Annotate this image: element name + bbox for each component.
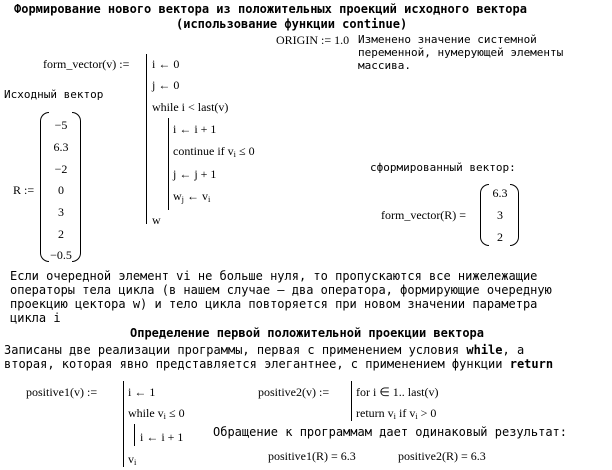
source-vector-label: Исходный вектор (4, 88, 104, 101)
positive1-init[interactable]: i ← 1 (128, 385, 156, 399)
positive2-definition[interactable]: positive2(v) := (258, 385, 330, 399)
positive1-return[interactable]: $v_i$ (128, 452, 137, 467)
program-bar-outer (146, 54, 147, 224)
positive2-result[interactable]: positive2(R) = 6.3 (398, 449, 486, 463)
positive1-bar-outer (123, 381, 124, 467)
source-vector-element[interactable]: 0 (58, 183, 64, 197)
source-vector-element[interactable]: 2 (58, 227, 64, 241)
result-expression[interactable]: form_vector(R) = (381, 208, 467, 222)
program-inc-i[interactable]: i ← i + 1 (173, 122, 217, 136)
source-vector-element[interactable]: −0.5 (50, 248, 72, 262)
section-description-2: вторая, которая явно представляется элегантнее, с применением функции return (4, 357, 554, 371)
program-return-w[interactable]: w (152, 213, 161, 227)
positive2-return[interactable]: return $v_i$ if $v_i > 0$ (356, 406, 437, 421)
source-vector-definition[interactable]: R := (13, 183, 35, 197)
program-init-j[interactable]: j ← 0 (152, 78, 180, 92)
result-element[interactable]: 3 (497, 208, 503, 222)
program-while[interactable]: while i < last(v) (152, 100, 229, 114)
positive1-bar-inner (134, 424, 135, 446)
explanation-line-4: цикла i (10, 311, 61, 325)
positive1-definition[interactable]: positive1(v) := (26, 385, 98, 399)
form-vector-definition[interactable]: form_vector(v) := (43, 57, 130, 71)
section-description-1: Записаны две реализации программы, первая с применением условия while, а (4, 343, 525, 357)
result-element[interactable]: 6.3 (492, 186, 508, 200)
program-bar-inner (168, 118, 169, 210)
source-vector-element[interactable]: 6.3 (53, 140, 69, 154)
explanation-line-2: операторы тела цикла (в нашем случае – два оператора, формирующие очередную (10, 283, 552, 297)
origin-assignment[interactable]: ORIGIN := 1.0 (276, 33, 350, 47)
positive1-inc[interactable]: i ← i + 1 (140, 430, 184, 444)
positive2-bar (351, 381, 352, 421)
conclusion-text: Обращение к программам дает одинаковый результат: (213, 425, 568, 439)
program-inc-j[interactable]: j ← j + 1 (173, 167, 217, 181)
origin-note-2: переменной, нумерующей элементы (358, 46, 564, 59)
program-continue[interactable]: continue if $v_i \le 0$ (173, 144, 255, 159)
result-element[interactable]: 2 (497, 230, 503, 244)
section-heading: Определение первой положительной проекции вектора (130, 326, 485, 340)
positive2-for[interactable]: for i ∈ 1.. last(v) (356, 385, 439, 399)
title-line-2: (использование функции continue) (176, 17, 408, 31)
source-vector-element[interactable]: 3 (58, 205, 64, 219)
origin-note-1: Изменено значение системной (358, 33, 537, 46)
result-label: сформированный вектор: (370, 161, 516, 174)
program-assign-w[interactable]: $w_j$ ← $v_i$ (173, 189, 211, 204)
source-vector-element[interactable]: −5 (54, 118, 68, 132)
title-line-1: Формирование нового вектора из положительных проекций исходного вектора (14, 2, 527, 16)
explanation-line-3: проекцию цектора w) и тело цикла повторяется при новом значении параметра (10, 297, 538, 311)
positive1-result[interactable]: positive1(R) = 6.3 (268, 449, 356, 463)
origin-note-3: массива. (358, 59, 411, 72)
explanation-line-1: Если очередной элемент vi не больше нуля, то пропускаются все нижележащие (10, 269, 538, 283)
program-init-i[interactable]: i ← 0 (152, 57, 180, 71)
positive1-while[interactable]: while $v_i \le 0$ (128, 406, 185, 421)
source-vector-element[interactable]: −2 (54, 162, 68, 176)
